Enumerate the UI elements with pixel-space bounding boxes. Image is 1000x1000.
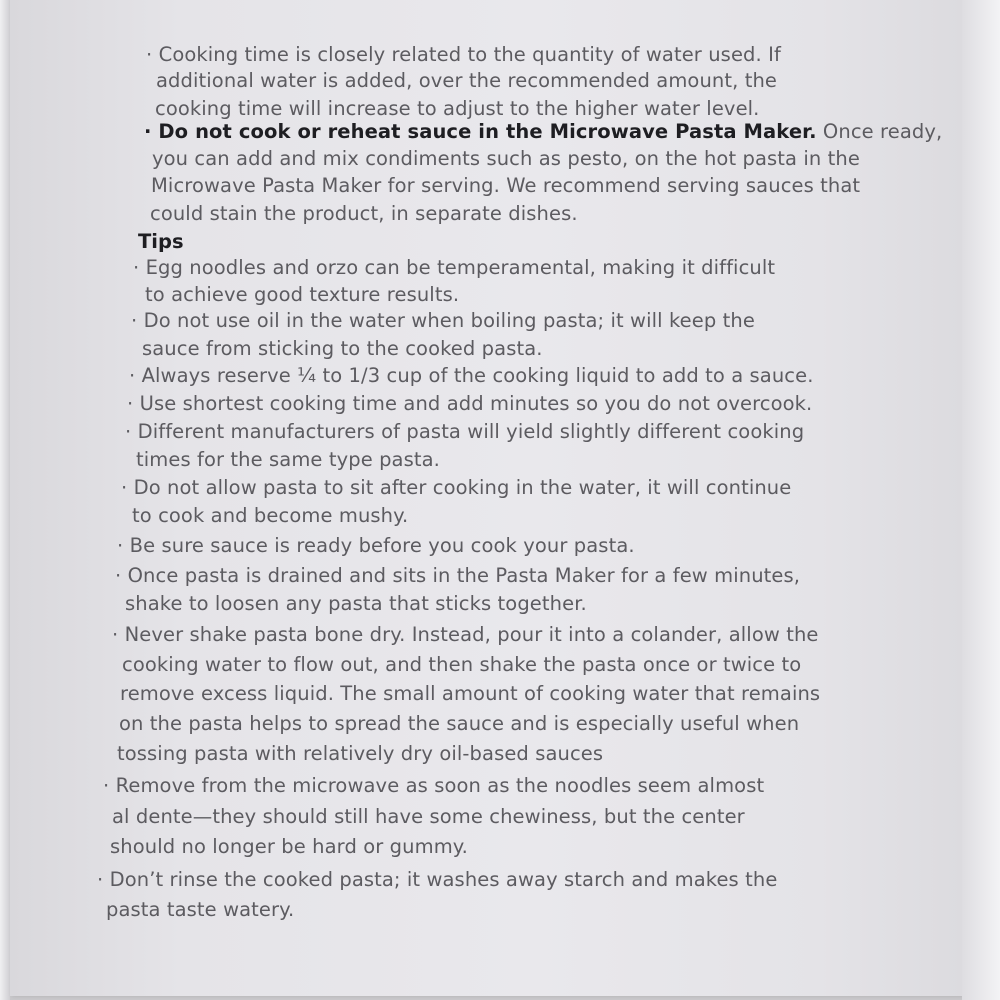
text-line: could stain the product, in separate dishes. [150, 202, 578, 225]
tip-line: · Always reserve ¼ to 1/3 cup of the cooking liquid to add to a sauce. [129, 364, 814, 387]
tip-line: al dente—they should still have some chewiness, but the center [112, 805, 745, 828]
tip-line: sauce from sticking to the cooked pasta. [142, 337, 543, 360]
text-line: cooking time will increase to adjust to the higher water level. [155, 97, 760, 120]
tip-line: · Don’t rinse the cooked pasta; it washes away starch and makes the [97, 868, 778, 891]
tip-line: · Once pasta is drained and sits in the Pasta Maker for a few minutes, [115, 564, 801, 587]
tip-line: · Never shake pasta bone dry. Instead, pour it into a colander, allow the [112, 623, 819, 646]
tip-line: shake to loosen any pasta that sticks together. [125, 592, 587, 615]
tip-line: tossing pasta with relatively dry oil-based sauces [117, 742, 604, 765]
tip-line: should no longer be hard or gummy. [110, 835, 468, 858]
tip-line: · Remove from the microwave as soon as the noodles seem almost [103, 774, 765, 797]
text-line: you can add and mix condiments such as pesto, on the hot pasta in the [152, 147, 860, 170]
tips-heading: Tips [138, 230, 184, 253]
tip-line: cooking water to flow out, and then shake the pasta once or twice to [122, 653, 802, 676]
text-line: · Cooking time is closely related to the quantity of water used. If [146, 43, 781, 66]
tip-line: · Egg noodles and orzo can be temperamental, making it difficult [133, 256, 776, 279]
tip-line: to achieve good texture results. [145, 283, 460, 306]
tip-line: · Do not allow pasta to sit after cooking in the water, it will continue [121, 476, 792, 499]
tip-line: pasta taste watery. [106, 898, 295, 921]
warning-bold-text: · Do not cook or reheat sauce in the Microwave Pasta Maker. [144, 120, 817, 143]
tip-line: · Be sure sauce is ready before you cook your pasta. [117, 534, 635, 557]
page-edge-left [0, 0, 10, 1000]
tip-line: remove excess liquid. The small amount of cooking water that remains [120, 682, 821, 705]
tip-line: times for the same type pasta. [136, 448, 440, 471]
text-line: Microwave Pasta Maker for serving. We recommend serving sauces that [151, 174, 861, 197]
tip-line: · Use shortest cooking time and add minutes so you do not overcook. [127, 392, 813, 415]
tip-line: · Different manufacturers of pasta will yield slightly different cooking [125, 420, 805, 443]
text-line [144, 119, 942, 145]
page-edge-right [962, 0, 1000, 1000]
tip-line: · Do not use oil in the water when boiling pasta; it will keep the [131, 309, 755, 332]
tip-line: to cook and become mushy. [132, 504, 409, 527]
text-line: additional water is added, over the recommended amount, the [156, 69, 778, 92]
tip-line: on the pasta helps to spread the sauce and is especially useful when [119, 712, 800, 735]
text-span: Once ready, [816, 120, 943, 143]
